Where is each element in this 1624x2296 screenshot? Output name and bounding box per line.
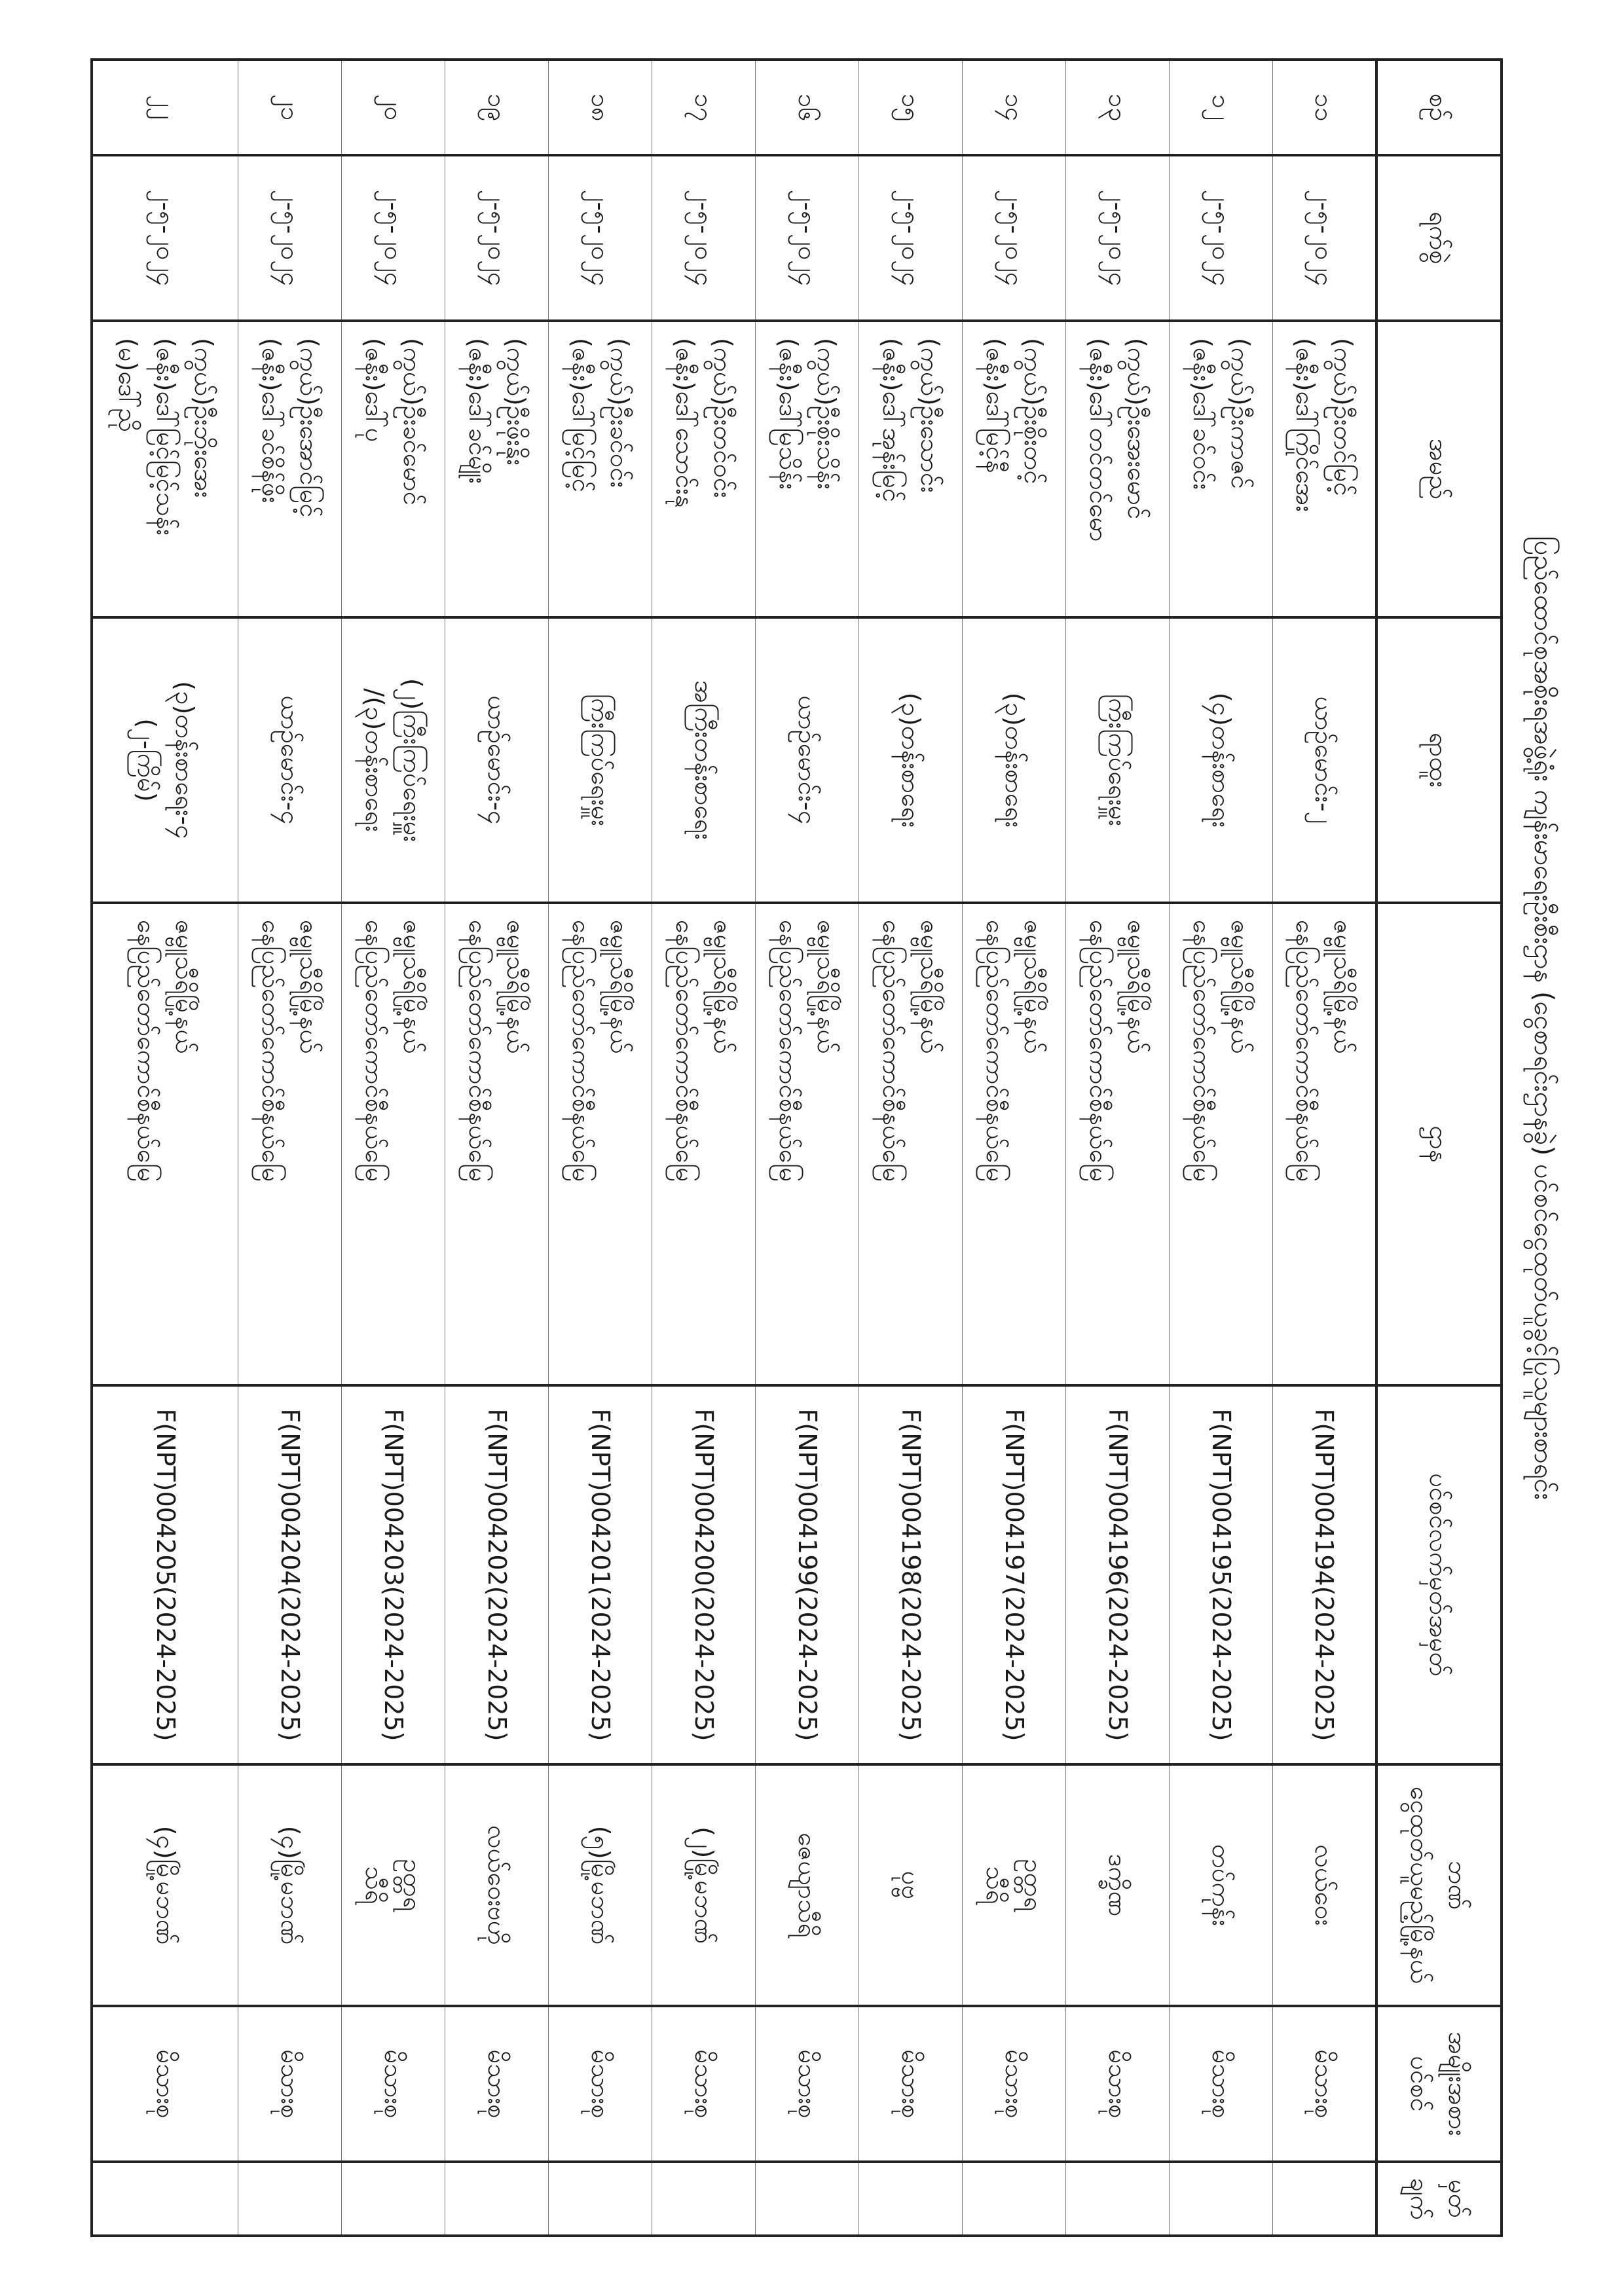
name-line: (ကွယ်)ဦးဘိုးအေး <box>189 338 218 498</box>
row-name <box>549 321 652 617</box>
row-department <box>92 903 238 1385</box>
pension-no-text: F(NPT)004194(2024-2025) <box>1310 1408 1339 1741</box>
row-name <box>92 321 238 617</box>
row-rank <box>963 617 1066 903</box>
department-line: နေပြည်တော်ကောင်စီနယ်မြေ <box>774 920 803 1182</box>
table-row <box>963 60 1066 2236</box>
row-date <box>859 155 963 321</box>
department-line: နေပြည်တော်ကောင်စီနယ်မြေ <box>132 920 161 1182</box>
row-bank <box>445 1764 549 2006</box>
bank-line: ဒက္ခိဏ <box>1103 1853 1132 1917</box>
row-pension-no <box>652 1385 756 1764</box>
row-pension-no <box>342 1385 445 1764</box>
rank-line: ယာဉ်မောင်း-၂ <box>1310 696 1339 824</box>
department-line: ဇမ္ဗူသီရိမြို့နယ် <box>915 920 944 1054</box>
header-bank <box>1376 1764 1502 2006</box>
row-type <box>756 2006 859 2162</box>
row-no-text: ၁၁ <box>1310 93 1339 122</box>
header-date: ရက်စွဲ <box>1376 155 1502 321</box>
bank-line: လယ်ဝေး <box>1310 1844 1339 1926</box>
row-date <box>652 155 756 321</box>
row-type <box>549 2006 652 2162</box>
row-date-text: ၂-၅-၂၀၂၄ <box>1310 189 1339 287</box>
row-date-text: ၂-၅-၂၀၂၄ <box>793 189 822 287</box>
row-type <box>92 2006 238 2162</box>
row-name <box>859 321 963 617</box>
department-line: နေပြည်တော်ကောင်စီနယ်မြေ <box>257 920 286 1182</box>
row-date <box>1273 155 1376 321</box>
name-line: (ဇနီး)ဒေါ်ကြိုင်အေး <box>1291 338 1320 512</box>
type-text: မိသားစု <box>586 2049 615 2119</box>
row-department <box>549 903 652 1385</box>
row-department <box>963 903 1066 1385</box>
row-bank <box>549 1764 652 2006</box>
row-date <box>238 155 342 321</box>
type-text: မိသားစု <box>379 2049 408 2119</box>
rank-line: (၂)ကြီးကြပ်ရေးမှူး <box>398 678 427 843</box>
name-line: (မ)ဒေါ်ညို <box>113 338 142 433</box>
row-bank <box>238 1764 342 2006</box>
type-text: မိသားစု <box>896 2049 925 2119</box>
row-bank <box>1170 1764 1273 2006</box>
pension-table <box>90 58 1503 2237</box>
bank-line: သီရိ <box>360 1866 389 1904</box>
row-no-text: ၁၄ <box>1000 93 1029 122</box>
row-bank <box>859 1764 963 2006</box>
row-remark <box>1066 2162 1170 2236</box>
row-date-text: ၂-၅-၂၀၂၄ <box>1207 189 1236 287</box>
row-pension-no <box>445 1385 549 1764</box>
row-department <box>1273 903 1376 1385</box>
row-rank <box>238 617 342 903</box>
bank-line: လယ်ဝေးဗဟို <box>483 1825 511 1946</box>
header-bank-line1: ဘဏ် <box>1443 1861 1473 1910</box>
name-line: (ကွယ်)ဦးစိုးသိန်း <box>812 338 841 490</box>
pension-no-text: F(NPT)004195(2024-2025) <box>1207 1408 1236 1741</box>
name-line: (ကွယ်)ဦးစိုးတင့် <box>1019 338 1048 484</box>
type-text: မိသားစု <box>793 2049 822 2119</box>
rank-line: (၃)တန်းစာရေး <box>1000 692 1029 828</box>
row-rank <box>756 617 859 903</box>
row-department <box>756 903 859 1385</box>
row-date-text: ၂-၅-၂၀၂၄ <box>690 189 718 287</box>
row-remark <box>652 2162 756 2236</box>
row-name <box>238 321 342 617</box>
row-rank <box>859 617 963 903</box>
row-type <box>238 2006 342 2162</box>
name-line: (ကွယ်)ဦးတင်မြင့် <box>1329 338 1358 496</box>
type-text: မိသားစု <box>1000 2049 1029 2119</box>
pension-no-text: F(NPT)004199(2024-2025) <box>793 1408 822 1741</box>
row-pension-no <box>1273 1385 1376 1764</box>
type-text: မိသားစု <box>1207 2049 1236 2119</box>
bank-line: ဥတ္တရ <box>398 1859 427 1912</box>
row-date <box>549 155 652 321</box>
row-date-text: ၂-၅-၂၀၂၄ <box>586 189 615 287</box>
name-line: (ကွယ်)ဦးဖိုးနိုး <box>502 338 530 466</box>
table-row <box>859 60 963 2236</box>
row-no-text: ၁၈ <box>586 93 615 122</box>
row-date-text: ၂-၅-၂၀၂၄ <box>379 189 408 287</box>
name-line: (ဇနီး)ဒေါ်ပု <box>360 338 389 443</box>
header-remark <box>1376 2162 1502 2236</box>
row-type <box>1273 2006 1376 2162</box>
department-line: ဇမ္ဗူသီရိမြို့နယ် <box>812 920 841 1054</box>
department-line: နေပြည်တော်ကောင်စီနယ်မြေ <box>567 920 596 1182</box>
name-line: (ဇနီး)ဒေါ်မြင့်မြင့်သန်း <box>151 338 180 536</box>
department-line: ဇမ္ဗူသီရိမြို့နယ် <box>1329 920 1358 1054</box>
row-pension-no <box>549 1385 652 1764</box>
row-rank <box>342 617 445 903</box>
row-rank <box>1170 617 1273 903</box>
row-name <box>1170 321 1273 617</box>
row-bank <box>756 1764 859 2006</box>
row-no <box>1273 60 1376 155</box>
header-type-line2: ပင်စင် <box>1405 2056 1435 2112</box>
name-line: (ဇနီး)ဒေါ်သောင်းနု <box>671 338 699 508</box>
department-line: ဇမ္ဗူသီရိမြို့နယ် <box>605 920 634 1054</box>
department-line: ဇမ္ဗူသီရိမြို့နယ် <box>709 920 737 1054</box>
rank-line: ယာဉ်မောင်း-၄ <box>276 695 304 825</box>
pension-no-text: F(NPT)004200(2024-2025) <box>690 1408 718 1741</box>
row-date <box>1170 155 1273 321</box>
row-date <box>92 155 238 321</box>
department-line: ဇမ္ဗူသီရိမြို့နယ် <box>1122 920 1151 1054</box>
pension-no-text: F(NPT)004196(2024-2025) <box>1103 1408 1132 1741</box>
row-rank <box>445 617 549 903</box>
name-line: (ဇနီး)ဒေါ်တင်တင်မော <box>1084 338 1113 542</box>
row-rank <box>549 617 652 903</box>
row-pension-no <box>1066 1385 1170 1764</box>
rank-line: ကြီးကြပ်ရေးမှူး <box>1103 694 1132 826</box>
row-no <box>445 60 549 155</box>
name-line: (ကွယ်)ဦးကာဇင် <box>1226 338 1255 489</box>
row-no <box>549 60 652 155</box>
row-no <box>238 60 342 155</box>
row-date-text: ၂-၅-၂၀၂၄ <box>1000 189 1029 287</box>
name-line: (ကွယ်)ဦးတင်ဝင်း <box>709 338 737 498</box>
pension-no-text: F(NPT)004197(2024-2025) <box>1000 1408 1029 1741</box>
row-department <box>238 903 342 1385</box>
name-line: (ဇနီး)ဒေါ်မြသိန်း <box>774 338 803 490</box>
header-bank-line2: ငွေထုတ်ယူမည့်မြို့နယ် <box>1405 1786 1435 1984</box>
department-line: နေပြည်တော်ကောင်စီနယ်မြေ <box>1188 920 1217 1182</box>
name-line: (ဇနီး)ဒေါ်မြင့်နီ <box>981 338 1010 473</box>
row-remark <box>238 2162 342 2236</box>
bank-line: ဥတ္တရ <box>1019 1859 1048 1912</box>
table-row <box>445 60 549 2236</box>
rank-line: (၃)တန်းစာရေး-၄ <box>170 681 199 839</box>
row-no <box>859 60 963 155</box>
department-line: နေပြည်တော်ကောင်စီနယ်မြေ <box>464 920 492 1182</box>
row-date <box>963 155 1066 321</box>
row-date-text: ၂-၅-၂၀၂၄ <box>151 189 180 287</box>
row-name <box>342 321 445 617</box>
row-no <box>1066 60 1170 155</box>
name-line: (ဇနီး)ဒေါ်ခင်ဝင်း <box>1188 338 1217 490</box>
department-line: ဇမ္ဗူသီရိမြို့နယ် <box>295 920 323 1054</box>
row-bank <box>342 1764 445 2006</box>
department-line: နေပြည်တော်ကောင်စီနယ်မြေ <box>360 920 389 1182</box>
row-type <box>1170 2006 1273 2162</box>
row-rank <box>652 617 756 903</box>
row-no-text: ၁၇ <box>690 93 718 122</box>
rank-line: /(၃)တန်းစာရေး <box>360 688 389 832</box>
name-line: (ကွယ်)ဦးအေးမောင် <box>1122 338 1151 520</box>
row-remark <box>756 2162 859 2236</box>
row-remark <box>1273 2162 1376 2236</box>
row-remark <box>445 2162 549 2236</box>
header-department: ဌာန <box>1376 903 1502 1385</box>
row-no-text: ၂၀ <box>379 94 408 121</box>
row-department <box>1066 903 1170 1385</box>
row-pension-no <box>92 1385 238 1764</box>
rank-line: (၂-ကြိမ်) <box>132 718 161 802</box>
department-line: နေပြည်တော်ကောင်စီနယ်မြေ <box>877 920 906 1182</box>
type-text: မိသားစု <box>1310 2049 1339 2119</box>
row-date <box>1066 155 1170 321</box>
row-no-text: ၂၂ <box>151 95 180 120</box>
type-text: မိသားစု <box>276 2049 304 2119</box>
row-remark <box>342 2162 445 2236</box>
row-no <box>963 60 1066 155</box>
name-line: (ဇနီး)ဒေါ်အုန်းမြင့် <box>877 338 906 503</box>
row-no <box>1170 60 1273 155</box>
row-no-text: ၂၁ <box>276 94 304 121</box>
header-row <box>1376 60 1502 2236</box>
rank-line: ကြီးကြပ်ရေးမှူး <box>586 694 615 826</box>
row-no-text: ၁၃ <box>1103 93 1132 122</box>
rank-line: (၄)တန်းစာရေး <box>1207 692 1236 828</box>
header-remark-line1: မှတ် <box>1443 2179 1473 2218</box>
row-date-text: ၂-၅-၂၀၂၄ <box>276 189 304 287</box>
row-no <box>756 60 859 155</box>
header-name: အမည် <box>1376 321 1502 617</box>
department-line: ဇမ္ဗူသီရိမြို့နယ် <box>1226 920 1255 1054</box>
table-row <box>92 60 238 2236</box>
row-department <box>445 903 549 1385</box>
row-remark <box>1170 2162 1273 2236</box>
rank-line: အကြီးတန်းစာရေး <box>690 680 718 840</box>
name-line: (ကွယ်)ဦးသောင်း <box>915 338 944 493</box>
row-no-text: ၁၅ <box>896 93 925 122</box>
department-line: ဇမ္ဗူသီရိမြို့နယ် <box>170 920 199 1054</box>
row-no-text: ၁၆ <box>793 93 822 122</box>
row-type <box>652 2006 756 2162</box>
name-line: (ကွယ်)ဦးအောင်မြင့် <box>295 338 323 518</box>
row-department <box>342 903 445 1385</box>
bank-line: ဇေယျာသီရိ <box>793 1832 822 1938</box>
department-line: နေပြည်တော်ကောင်စီနယ်မြေ <box>671 920 699 1182</box>
row-type <box>1066 2006 1170 2162</box>
row-name <box>963 321 1066 617</box>
row-rank <box>92 617 238 903</box>
row-no <box>652 60 756 155</box>
row-department <box>859 903 963 1385</box>
row-remark <box>859 2162 963 2236</box>
row-name <box>756 321 859 617</box>
table-row <box>238 60 342 2236</box>
department-line: နေပြည်တော်ကောင်စီနယ်မြေ <box>1084 920 1113 1182</box>
row-pension-no <box>1170 1385 1273 1764</box>
bank-line: (၄)မြို့မဘဏ် <box>276 1825 304 1945</box>
row-pension-no <box>238 1385 342 1764</box>
document-title: ပြည်ထောင်စုအစိုးရအဖွဲ့ရုံး ကျန်းမာရေးဦးစီးဌာန (ငွေစာရင်းဌာနခွဲ) ပင်စင်ငွေထုတ်ယူခွင့်ပြုသူများစာရင်း <box>1528 536 1559 1500</box>
row-department <box>652 903 756 1385</box>
row-type <box>859 2006 963 2162</box>
row-remark <box>549 2162 652 2236</box>
name-line: (ဇနီး)ဒေါ်ခင်စိန်ဖိုး <box>257 338 286 503</box>
row-type <box>963 2006 1066 2162</box>
bank-line: (၂)မြို့မဘဏ် <box>690 1827 718 1944</box>
header-remark-line2: ချက် <box>1405 2178 1435 2220</box>
header-rank: ရာထူး <box>1376 617 1502 903</box>
bank-line: သီရိ <box>981 1866 1010 1904</box>
table-row <box>1273 60 1376 2236</box>
row-date <box>342 155 445 321</box>
row-name <box>445 321 549 617</box>
row-department <box>1170 903 1273 1385</box>
bank-line: (၅)မြို့မဘဏ် <box>586 1825 615 1945</box>
row-name <box>1066 321 1170 617</box>
row-no-text: ၁၉ <box>483 93 511 122</box>
pension-no-text: F(NPT)004203(2024-2025) <box>379 1408 408 1741</box>
row-pension-no <box>963 1385 1066 1764</box>
header-no: စဉ် <box>1376 60 1502 155</box>
row-remark <box>92 2162 238 2236</box>
header-pension-no: ပင်စင်လက်မှတ်အမှတ် <box>1376 1385 1502 1764</box>
row-pension-no <box>756 1385 859 1764</box>
row-remark <box>963 2162 1066 2236</box>
table-row <box>652 60 756 2236</box>
type-text: မိသားစု <box>1103 2049 1132 2119</box>
name-line: (ကွယ်)ဦးခင်မောင် <box>398 338 427 505</box>
pension-no-text: F(NPT)004202(2024-2025) <box>483 1408 511 1741</box>
row-date-text: ၂-၅-၂၀၂၄ <box>1103 189 1132 287</box>
bank-line: တပ်ကုန်း <box>1207 1844 1236 1927</box>
table-row <box>549 60 652 2236</box>
table-row <box>1066 60 1170 2236</box>
department-line: နေပြည်တော်ကောင်စီနယ်မြေ <box>981 920 1010 1182</box>
table-row <box>342 60 445 2236</box>
table-row <box>756 60 859 2236</box>
row-bank <box>963 1764 1066 2006</box>
row-bank <box>92 1764 238 2006</box>
rank-line: ယာဉ်မောင်း-၄ <box>793 695 822 825</box>
pension-no-text: F(NPT)004198(2024-2025) <box>896 1408 925 1741</box>
row-date-text: ၂-၅-၂၀၂၄ <box>896 189 925 287</box>
bank-line: (၄)မြို့မဘဏ် <box>151 1825 180 1945</box>
row-name <box>652 321 756 617</box>
type-text: မိသားစု <box>151 2049 180 2119</box>
pension-no-text: F(NPT)004204(2024-2025) <box>276 1408 304 1741</box>
row-type <box>342 2006 445 2162</box>
rank-line: ယာဉ်မောင်း-၄ <box>483 695 511 825</box>
name-line: (ကွယ်)ဦးခင်ဝင်း <box>605 338 634 488</box>
row-bank <box>1066 1764 1170 2006</box>
type-text: မိသားစု <box>483 2049 511 2119</box>
department-line: နေပြည်တော်ကောင်စီနယ်မြေ <box>1291 920 1320 1182</box>
pension-no-text: F(NPT)004201(2024-2025) <box>586 1408 615 1741</box>
row-name <box>1273 321 1376 617</box>
bank-line: ပုဗ္ဗ <box>896 1870 925 1900</box>
row-date <box>445 155 549 321</box>
row-rank <box>1066 617 1170 903</box>
row-bank <box>652 1764 756 2006</box>
department-line: ဇမ္ဗူသီရိမြို့နယ် <box>398 920 427 1054</box>
header-type-line1: အမျိုးအစား <box>1443 2032 1473 2136</box>
type-text: မိသားစု <box>690 2049 718 2119</box>
department-line: ဇမ္ဗူသီရိမြို့နယ် <box>502 920 530 1054</box>
row-no-text: ၁၂ <box>1207 94 1236 121</box>
pension-no-text: F(NPT)004205(2024-2025) <box>151 1408 180 1741</box>
name-line: (ဇနီး)ဒေါ်ခင်မျိုး <box>464 338 492 484</box>
name-line: (ဇနီး)ဒေါ်မြင့်မြင့် <box>567 338 596 493</box>
row-no <box>342 60 445 155</box>
header-type <box>1376 2006 1502 2162</box>
row-bank <box>1273 1764 1376 2006</box>
row-pension-no <box>859 1385 963 1764</box>
row-no <box>92 60 238 155</box>
row-rank <box>1273 617 1376 903</box>
department-line: ဇမ္ဗူသီရိမြို့နယ် <box>1019 920 1048 1054</box>
table-row <box>1170 60 1273 2236</box>
row-type <box>445 2006 549 2162</box>
row-date <box>756 155 859 321</box>
row-date-text: ၂-၅-၂၀၂၄ <box>483 189 511 287</box>
rank-line: (၃)တန်းစာရေး <box>896 692 925 828</box>
